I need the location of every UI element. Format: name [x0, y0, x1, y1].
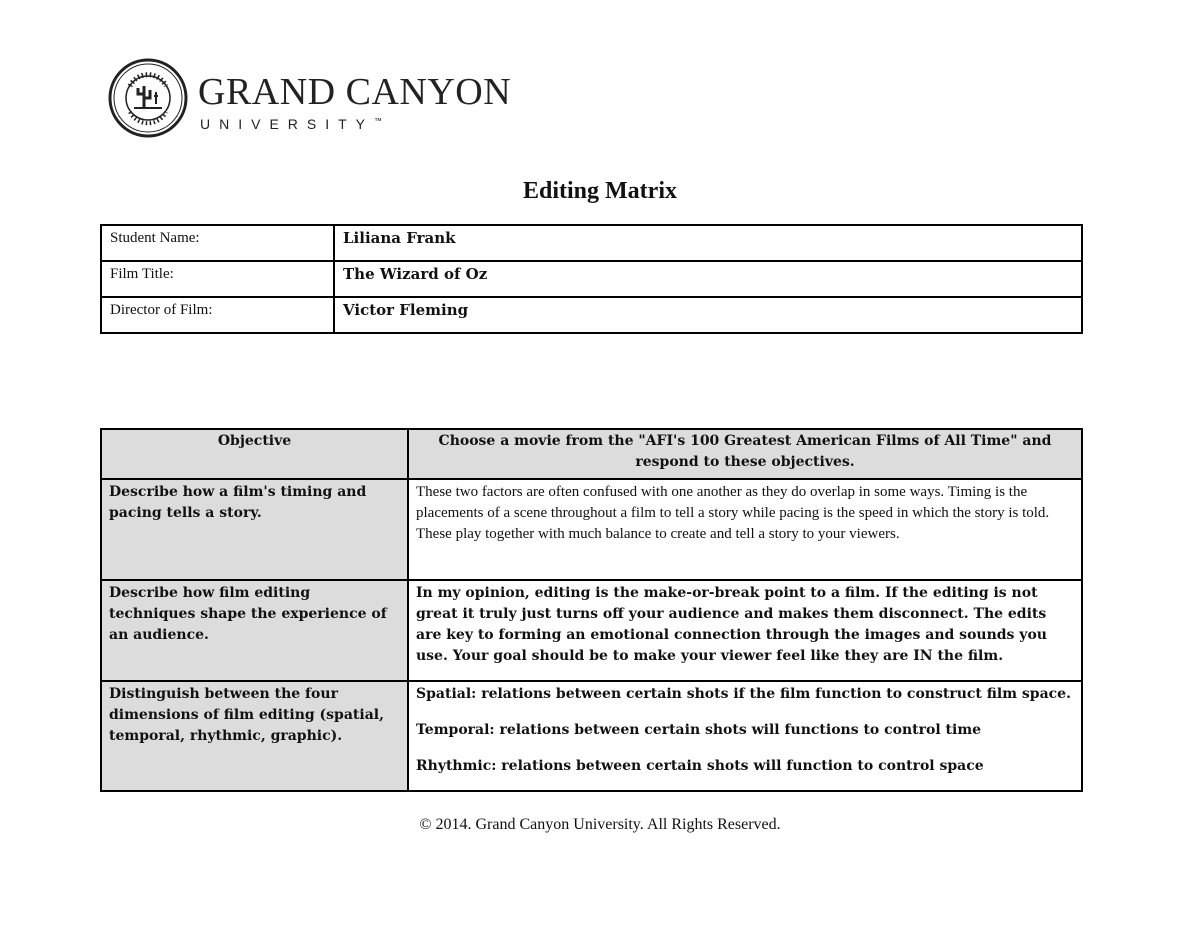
editing-matrix-table [100, 428, 1083, 792]
objective-cell: Distinguish between the four dimensions of film editing (spatial, temporal, rhythmic, graphic). [101, 681, 408, 791]
table-row [101, 580, 1082, 681]
page-title: Editing Matrix [523, 178, 677, 204]
table-row [101, 225, 1082, 261]
temporal-dimension: Temporal: relations between certain shots will functions to control time [416, 722, 982, 738]
response-cell: In my opinion, editing is the make-or-break point to a film. If the editing is not great it truly just turns off your audience and makes them disconnect. The edits are key to forming an emotional connection through the images and sounds you use. Your goal should be to make your viewer feel like they are IN the film. [408, 580, 1082, 681]
film-title-label: Film Title: [101, 261, 334, 297]
objective-cell: Describe how a film's timing and pacing tells a story. [101, 479, 408, 580]
director-value: Victor Fleming [334, 297, 1082, 333]
director-label: Director of Film: [101, 297, 334, 333]
film-title-value: The Wizard of Oz [334, 261, 1082, 297]
table-row [101, 297, 1082, 333]
table-row [101, 479, 1082, 580]
spatial-dimension: Spatial: relations between certain shots if the film function to construct film space. [416, 686, 1071, 702]
student-info-table [100, 224, 1083, 334]
prompt-header: Choose a movie from the "AFI's 100 Greatest American Films of All Time" and respond to these objectives. [408, 429, 1082, 479]
student-name-label: Student Name: [101, 225, 334, 261]
response-cell: These two factors are often confused with one another as they do overlap in some ways. Timing is the placements of a scene throughout a film to tell a story while pacing is the speed in which the story is told. These play together with much balance to create and tell a story to your viewers. [408, 479, 1082, 580]
rhythmic-dimension: Rhythmic: relations between certain shots will function to control space [416, 758, 984, 774]
objective-cell: Describe how film editing techniques shape the experience of an audience. [101, 580, 408, 681]
logo-name-line2: UNIVERSITY™ [200, 116, 383, 132]
copyright-footer: © 2014. Grand Canyon University. All Rights Reserved. [419, 816, 781, 833]
table-header-row [101, 429, 1082, 479]
student-name-value: Liliana Frank [334, 225, 1082, 261]
table-row [101, 261, 1082, 297]
table-row [101, 681, 1082, 791]
logo-name-line1: GRAND CANYON [198, 71, 512, 113]
dimensions-cell [408, 681, 1082, 791]
university-logo [108, 56, 512, 140]
objective-header: Objective [101, 429, 408, 479]
university-seal-icon [108, 56, 192, 140]
